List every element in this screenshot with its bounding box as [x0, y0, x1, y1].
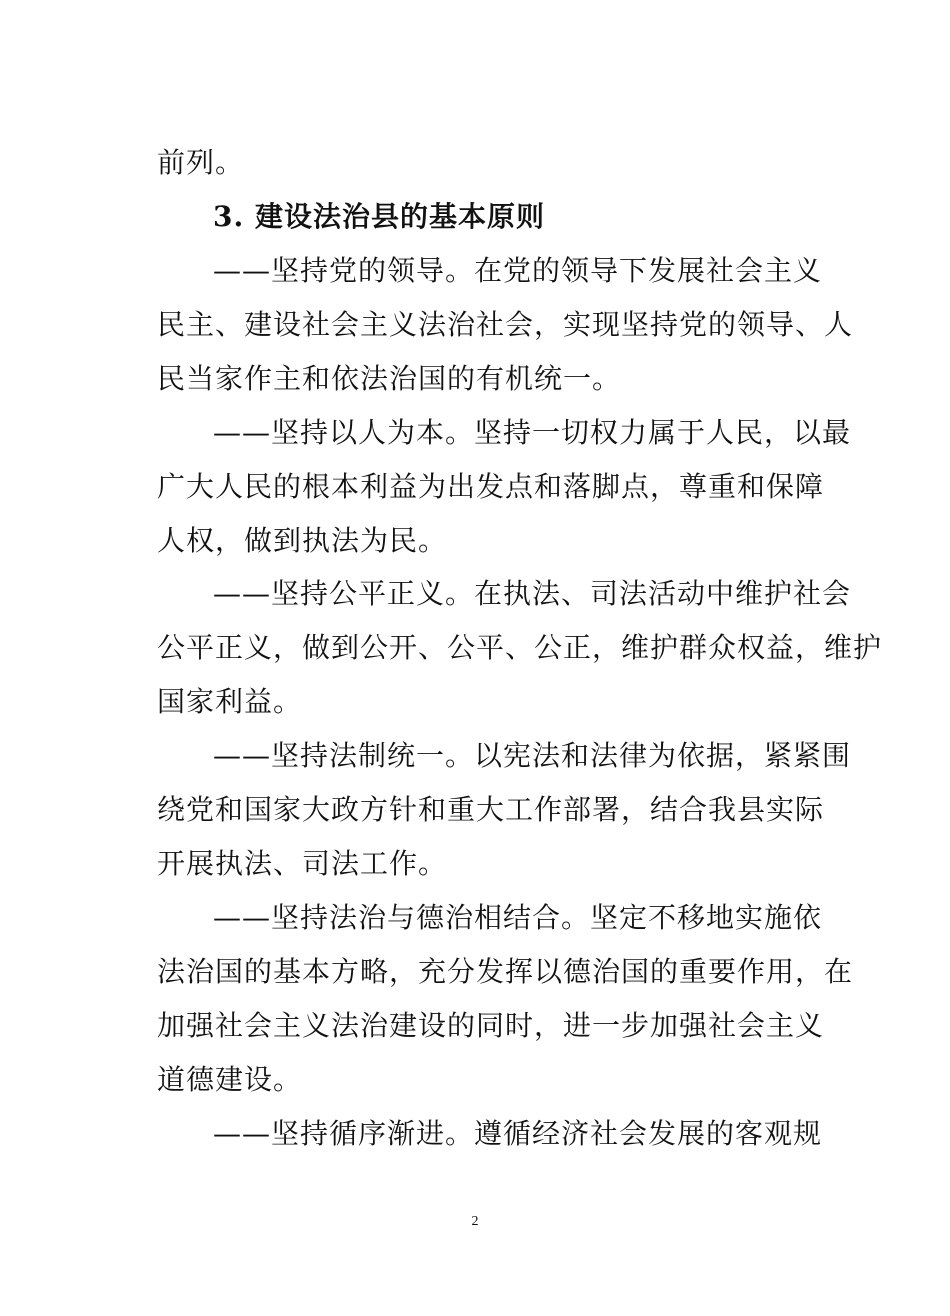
body-text-line: 公平正义，做到公开、公平、公正，维护群众权益，维护 [157, 631, 883, 664]
page-number: 2 [471, 1214, 479, 1229]
body-text-line: 法治国的基本方略，充分发挥以德治国的重要作用，在 [157, 955, 854, 988]
body-text-line: 人权，做到执法为民。 [157, 524, 448, 557]
principle-line: ——坚持循序渐进。遵循经济社会发展的客观规 [213, 1117, 823, 1150]
body-text-line: 道德建设。 [157, 1063, 303, 1096]
principle-line: ——坚持法治与德治相结合。坚定不移地实施依 [213, 901, 823, 934]
body-text-line: 前列。 [157, 146, 245, 179]
body-text-line: 绕党和国家大政方针和重大工作部署，结合我县实际 [157, 793, 825, 826]
body-text-line: 民主、建设社会主义法治社会，实现坚持党的领导、人 [157, 308, 854, 341]
body-text-line: 民当家作主和依法治国的有机统一。 [157, 362, 622, 395]
principle-line: ——坚持法制统一。以宪法和法律为依据，紧紧围 [213, 739, 852, 772]
principle-line: ——坚持公平正义。在执法、司法活动中维护社会 [213, 577, 852, 610]
principle-line: ——坚持党的领导。在党的领导下发展社会主义 [213, 254, 823, 287]
section-heading: 3. 建设法治县的基本原则 [213, 200, 545, 233]
principle-line: ——坚持以人为本。坚持一切权力属于人民，以最 [213, 416, 852, 449]
body-text-line: 加强社会主义法治建设的同时，进一步加强社会主义 [157, 1009, 825, 1042]
body-text-line: 广大人民的根本利益为出发点和落脚点，尊重和保障 [157, 470, 825, 503]
body-text-line: 开展执法、司法工作。 [157, 847, 448, 880]
body-text-line: 国家利益。 [157, 685, 303, 718]
